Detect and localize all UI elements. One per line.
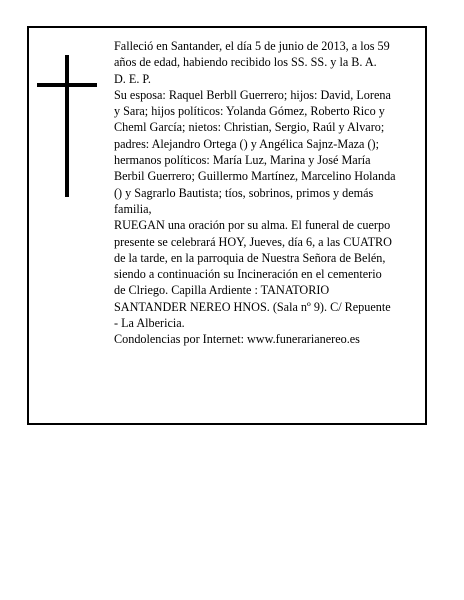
cross-icon [37, 55, 97, 197]
intro-paragraph: Falleció en Santander, el día 5 de junio de 2013, a los 59 años de edad, habiendo recibido los SS. SS. y la B. A. [114, 39, 390, 70]
cross-vertical-bar [65, 55, 69, 197]
condolences-line: Condolencias por Internet: www.funerarianereo.es [114, 332, 360, 347]
obituary-text [114, 38, 396, 348]
family-paragraph: Su esposa: Raquel Berbll Guerrero; hijos: David, Lorena y Sara; hijos políticos: Yolanda Gómez, Roberto Rico y Cheml García; nietos: Christian, Sergio, Raúl y Alvaro; padres: Alejandro Ortega () y Angélica Sajnz-Maza (); hermanos políticos: María Luz, Marina y José María Berbil Guerrero; Guillermo Martínez, Marcelino Holanda () y Sagrarlo Bautista; tíos, sobrinos, primos y demás familia, [114, 87, 396, 216]
dep-line: D. E. P. [114, 71, 151, 86]
cross-horizontal-bar [37, 83, 97, 87]
funeral-paragraph: RUEGAN una oración por su alma. El funeral de cuerpo presente se celebrará HOY, Jueves, día 6, a las CUATRO de la tarde, en la parroquia de Nuestra Señora de Belén, siendo a continuación su Incineración en el cementerio de Clriego. Capilla Ardiente : TANATORIO SANTANDER NEREO HNOS. (Sala nº 9). C/ Repuente - La Albericia. [114, 218, 392, 331]
